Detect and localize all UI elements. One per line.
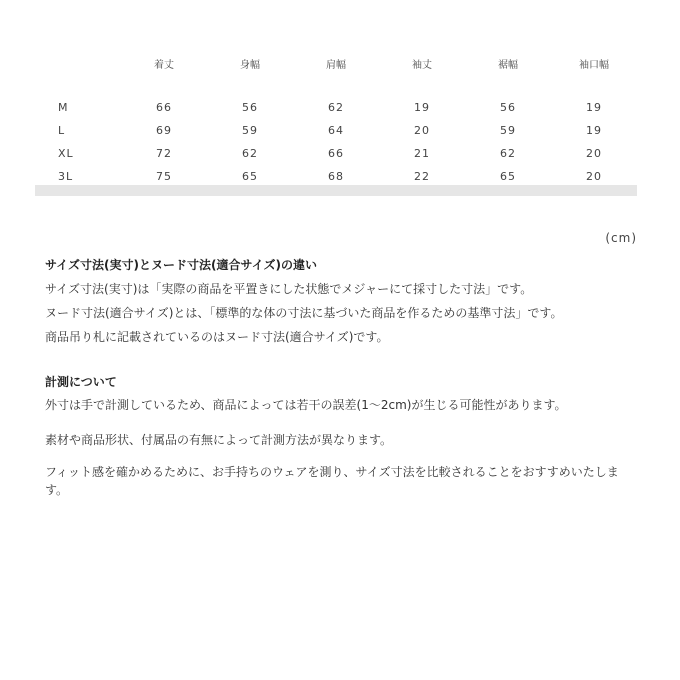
table-cell: 69	[156, 124, 172, 137]
size-table-header-row	[35, 52, 637, 74]
measurement-note-fit: フィット感を確かめるために、お手持ちのウェアを測り、サイズ寸法を比較されることをおすすめいたします。	[45, 465, 619, 497]
table-cell: 62	[328, 101, 344, 114]
table-footer-bar	[35, 185, 637, 196]
size-table	[35, 52, 637, 188]
size-label: XL	[58, 147, 74, 160]
table-cell: 75	[156, 170, 172, 183]
table-cell: 19	[414, 101, 430, 114]
table-cell: 19	[586, 124, 602, 137]
measurement-heading: 計測について	[45, 375, 117, 389]
table-cell: 56	[242, 101, 258, 114]
size-note-actual: サイズ寸法(実寸)は「実際の商品を平置きにした状態でメジャーにて採寸した寸法」です。	[45, 282, 533, 296]
table-cell: 72	[156, 147, 172, 160]
table-cell: 20	[586, 147, 602, 160]
header-length: 着丈	[154, 59, 174, 71]
table-cell: 20	[586, 170, 602, 183]
table-cell: 59	[500, 124, 516, 137]
size-difference-heading: サイズ寸法(実寸)とヌード寸法(適合サイズ)の違い	[45, 258, 318, 272]
table-row	[35, 96, 637, 119]
header-hem-width: 裾幅	[498, 59, 518, 71]
table-cell: 59	[242, 124, 258, 137]
measurement-note-method: 素材や商品形状、付属品の有無によって計測方法が異なります。	[45, 433, 393, 447]
unit-label: (cm)	[605, 231, 637, 245]
table-row	[35, 142, 637, 165]
table-cell: 21	[414, 147, 430, 160]
table-cell: 65	[500, 170, 516, 183]
header-cuff-width: 袖口幅	[579, 59, 609, 71]
size-label: M	[58, 101, 69, 114]
table-cell: 22	[414, 170, 430, 183]
header-shoulder-width: 肩幅	[326, 59, 346, 71]
table-cell: 65	[242, 170, 258, 183]
size-note-tag: 商品吊り札に記載されているのはヌード寸法(適合サイズ)です。	[45, 330, 389, 344]
header-size-column	[35, 52, 121, 74]
table-cell: 68	[328, 170, 344, 183]
table-cell: 19	[586, 101, 602, 114]
table-cell: 62	[242, 147, 258, 160]
size-note-nude: ヌード寸法(適合サイズ)とは、「標準的な体の寸法に基づいた商品を作るための基準寸法」です。	[45, 306, 563, 320]
table-cell: 20	[414, 124, 430, 137]
table-cell: 66	[328, 147, 344, 160]
size-label: L	[58, 124, 66, 137]
size-label: 3L	[58, 170, 74, 183]
table-cell: 64	[328, 124, 344, 137]
header-body-width: 身幅	[240, 59, 260, 71]
table-cell: 62	[500, 147, 516, 160]
table-row	[35, 119, 637, 142]
header-sleeve-length: 袖丈	[412, 59, 432, 71]
table-cell: 66	[156, 101, 172, 114]
table-cell: 56	[500, 101, 516, 114]
measurement-note-error: 外寸は手で計測しているため、商品によっては若干の誤差(1〜2cm)が生じる可能性があります。	[45, 398, 567, 412]
